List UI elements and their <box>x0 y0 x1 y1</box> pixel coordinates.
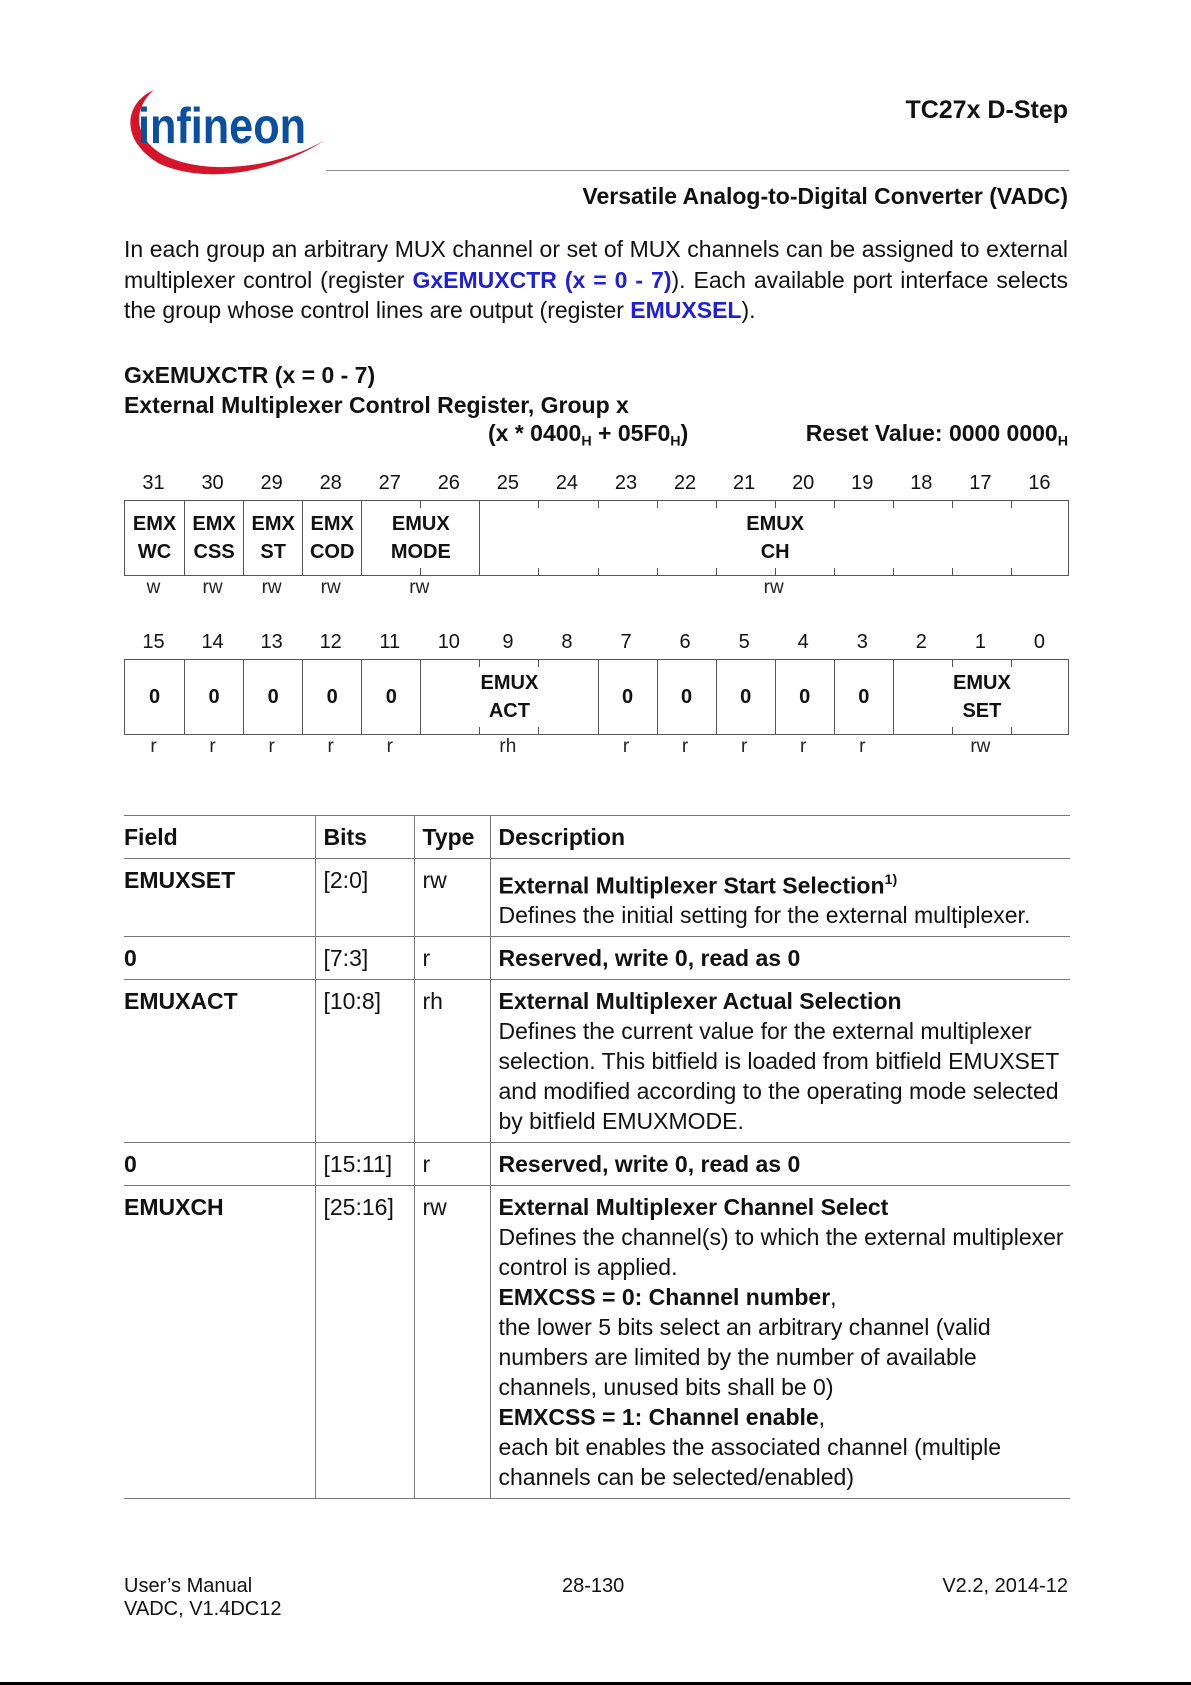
row-description: External Multiplexer Channel Select Defines the channel(s) to which the external multiplexer control is applied. EMXCSS = 0: Channel number, the lower 5 bits select an arbitrary channel (valid numbers are limited by the number of available channels, unused bits shall be 0) EMXCSS = 1: Channel enable, each bit enables the associated channel (multiple channels can be selected/enabled) <box>490 1186 1070 1499</box>
bit-number: 5 <box>738 631 750 653</box>
row-bits: [25:16] <box>315 1186 414 1499</box>
bit-number: 0 <box>1033 631 1045 653</box>
field-table <box>124 815 1070 1499</box>
register-name: GxEMUXCTR (x = 0 - 7) <box>124 362 376 388</box>
register-field: 0 <box>361 660 420 734</box>
table-row <box>124 1186 1070 1499</box>
bit-tick <box>479 659 480 667</box>
reset-value: Reset Value: 0000 $0000_H$ <box>805 420 1068 450</box>
bit-number: 21 <box>733 472 756 494</box>
header-rule <box>326 170 1069 171</box>
register-field: EMUX CH <box>479 501 1070 575</box>
bit-tick <box>598 500 599 508</box>
row-type: r <box>414 1143 490 1186</box>
bit-tick <box>893 500 894 508</box>
bit-tick <box>479 727 480 735</box>
intro-text-2: ). Each available port interface selects the group whose control lines are output (register <box>124 266 1068 323</box>
row-field: 0 <box>124 937 315 980</box>
register-field: 0 <box>148 686 161 708</box>
infineon-logo <box>120 80 330 180</box>
access-type: r <box>740 736 748 757</box>
register-field: EMUX MODE <box>361 501 479 575</box>
register-field: EMX CSS <box>184 501 243 575</box>
bit-tick <box>775 500 776 508</box>
bit-number: 30 <box>201 472 224 494</box>
bit-number: 9 <box>502 631 514 653</box>
access-type: rw <box>261 577 282 598</box>
register-field: 0 <box>775 660 834 734</box>
footer-left <box>124 1575 281 1621</box>
row-bits: [7:3] <box>315 937 414 980</box>
table-row <box>124 980 1070 1143</box>
bit-number: 1 <box>974 631 986 653</box>
footer-version: V2.2, 2014-12 <box>942 1575 1068 1597</box>
header-description: Description <box>490 816 1070 859</box>
bit-number: 11 <box>379 631 401 653</box>
bit-number: 23 <box>614 472 638 494</box>
emuxsel-link[interactable]: EMUXSEL <box>630 297 742 323</box>
bit-number: 17 <box>969 472 992 494</box>
header-field: Field <box>124 816 315 859</box>
intro-text-3: ). <box>741 297 756 323</box>
chip-title: TC27x D-Step <box>905 96 1068 124</box>
bit-number: 2 <box>915 631 927 653</box>
access-type: r <box>327 736 334 757</box>
access-type: r <box>268 736 275 757</box>
table-row <box>124 1143 1070 1186</box>
bit-tick <box>538 500 539 508</box>
bit-tick <box>952 500 953 508</box>
register-link[interactable]: GxEMUXCTR (x = 0 - 7) <box>412 266 672 293</box>
access-type: rw <box>320 577 341 598</box>
row-bits: [10:8] <box>315 980 414 1143</box>
row-type: r <box>414 937 490 980</box>
register-field: EMX WC <box>132 513 177 563</box>
access-type: r <box>622 736 630 757</box>
register-box-upper <box>124 500 1069 576</box>
bit-number: 19 <box>851 472 874 494</box>
bit-number: 24 <box>555 472 579 494</box>
row-description: External Multiplexer Actual Selection Defines the current value for the external multiplexer selection. This bitfield is loaded from bitfield EMUXSET and modified according to the operating mode selected by bitfield EMUXMODE. <box>490 980 1070 1143</box>
access-type: rw <box>763 577 784 598</box>
bit-number: 26 <box>437 472 460 494</box>
bit-number: 12 <box>319 631 342 653</box>
bit-number: 7 <box>620 631 632 653</box>
access-type: r <box>150 736 157 757</box>
bit-tick <box>420 500 421 508</box>
access-type: r <box>209 736 216 757</box>
access-type: rh <box>499 736 517 757</box>
row-field: EMUXACT <box>124 980 315 1143</box>
register-field: 0 <box>657 660 716 734</box>
bit-number: 3 <box>856 631 868 653</box>
register-field: EMX COD <box>302 501 361 575</box>
access-type: w <box>146 577 161 598</box>
bit-number: 25 <box>496 472 519 494</box>
row-bits: [15:11] <box>315 1143 414 1186</box>
bit-tick <box>538 568 539 576</box>
register-field: EMUX ACT <box>420 660 597 734</box>
bit-tick <box>657 568 658 576</box>
bit-tick <box>538 659 539 667</box>
register-box-lower <box>124 659 1069 735</box>
intro-text-1: In each group an arbitrary MUX channel or set of MUX channels can be assigned to external multiplexer control (register <box>124 236 1068 293</box>
logo-graphic <box>120 80 330 180</box>
table-row <box>124 859 1070 937</box>
row-type: rh <box>414 980 490 1143</box>
section-title: Versatile Analog-to-Digital Converter (VADC) <box>582 183 1068 209</box>
bit-number: 14 <box>201 631 224 653</box>
bit-number: 22 <box>673 472 697 494</box>
register-field: 0 <box>834 660 893 734</box>
bit-number: 28 <box>319 472 342 494</box>
bit-tick <box>775 568 776 576</box>
bit-number: 15 <box>142 631 165 653</box>
intro-paragraph <box>124 234 1068 326</box>
access-type: rw <box>202 577 223 598</box>
row-type: rw <box>414 1186 490 1499</box>
bit-tick <box>657 500 658 508</box>
register-field: 0 <box>302 660 361 734</box>
bit-number: 13 <box>260 631 283 653</box>
access-type: rw <box>409 577 430 598</box>
register-address: $(x * 0400_H + 05F0_H)$ <box>488 420 689 450</box>
row-type: rw <box>414 859 490 937</box>
bit-tick <box>952 727 953 735</box>
access-type: r <box>800 736 807 757</box>
bit-tick <box>1011 500 1012 508</box>
bit-tick <box>834 568 835 576</box>
footer-module: VADC, V1.4DC12 <box>124 1598 282 1620</box>
bit-tick <box>1011 568 1012 576</box>
bit-tick <box>538 727 539 735</box>
register-field: 0 <box>243 660 302 734</box>
bit-number: 20 <box>792 472 815 494</box>
row-field: EMUXCH <box>124 1186 315 1499</box>
row-description: Reserved, write 0, read as 0 <box>490 1143 1070 1186</box>
register-field: 0 <box>184 660 243 734</box>
row-field: EMUXSET <box>124 859 315 937</box>
row-field: 0 <box>124 1143 315 1186</box>
bit-number: 27 <box>378 472 401 494</box>
access-type: rw <box>970 736 991 757</box>
register-field: 0 <box>598 660 657 734</box>
header-bits: Bits <box>315 816 414 859</box>
bit-number: 10 <box>437 631 460 653</box>
bit-tick <box>598 568 599 576</box>
header-type: Type <box>414 816 490 859</box>
bit-tick <box>952 659 953 667</box>
bit-number: 6 <box>679 631 691 653</box>
bit-tick <box>952 568 953 576</box>
bit-tick <box>420 568 421 576</box>
bit-tick <box>716 500 717 508</box>
access-type: r <box>386 736 393 757</box>
register-field: 0 <box>716 660 775 734</box>
logo-wordmark: infineon <box>138 98 306 154</box>
bit-number: 29 <box>260 472 283 494</box>
table-header-row <box>124 816 1070 859</box>
register-heading <box>124 360 629 420</box>
bit-number: 31 <box>142 472 165 494</box>
row-bits: [2:0] <box>315 859 414 937</box>
bit-tick <box>893 568 894 576</box>
table-row <box>124 937 1070 980</box>
register-field: EMUX SET <box>893 660 1070 734</box>
access-type: r <box>859 736 866 757</box>
footer-page: 28-130 <box>562 1575 625 1597</box>
bit-tick <box>834 500 835 508</box>
bit-tick <box>1011 659 1012 667</box>
bit-tick <box>716 568 717 576</box>
bit-number: 4 <box>797 631 809 653</box>
access-type: r <box>681 736 689 757</box>
bit-number: 8 <box>561 631 573 653</box>
row-description: External Multiplexer Start Selection$^{1)}$ Defines the initial setting for the external multiplexer. <box>490 859 1070 937</box>
footer-manual: User’s Manual <box>124 1575 253 1597</box>
row-description: Reserved, write 0, read as 0 <box>490 937 1070 980</box>
register-field: EMX ST <box>243 501 302 575</box>
register-title: External Multiplexer Control Register, Group x <box>124 392 629 418</box>
bit-number: 18 <box>910 472 933 494</box>
bit-tick <box>1011 727 1012 735</box>
bit-number: 16 <box>1028 472 1051 494</box>
